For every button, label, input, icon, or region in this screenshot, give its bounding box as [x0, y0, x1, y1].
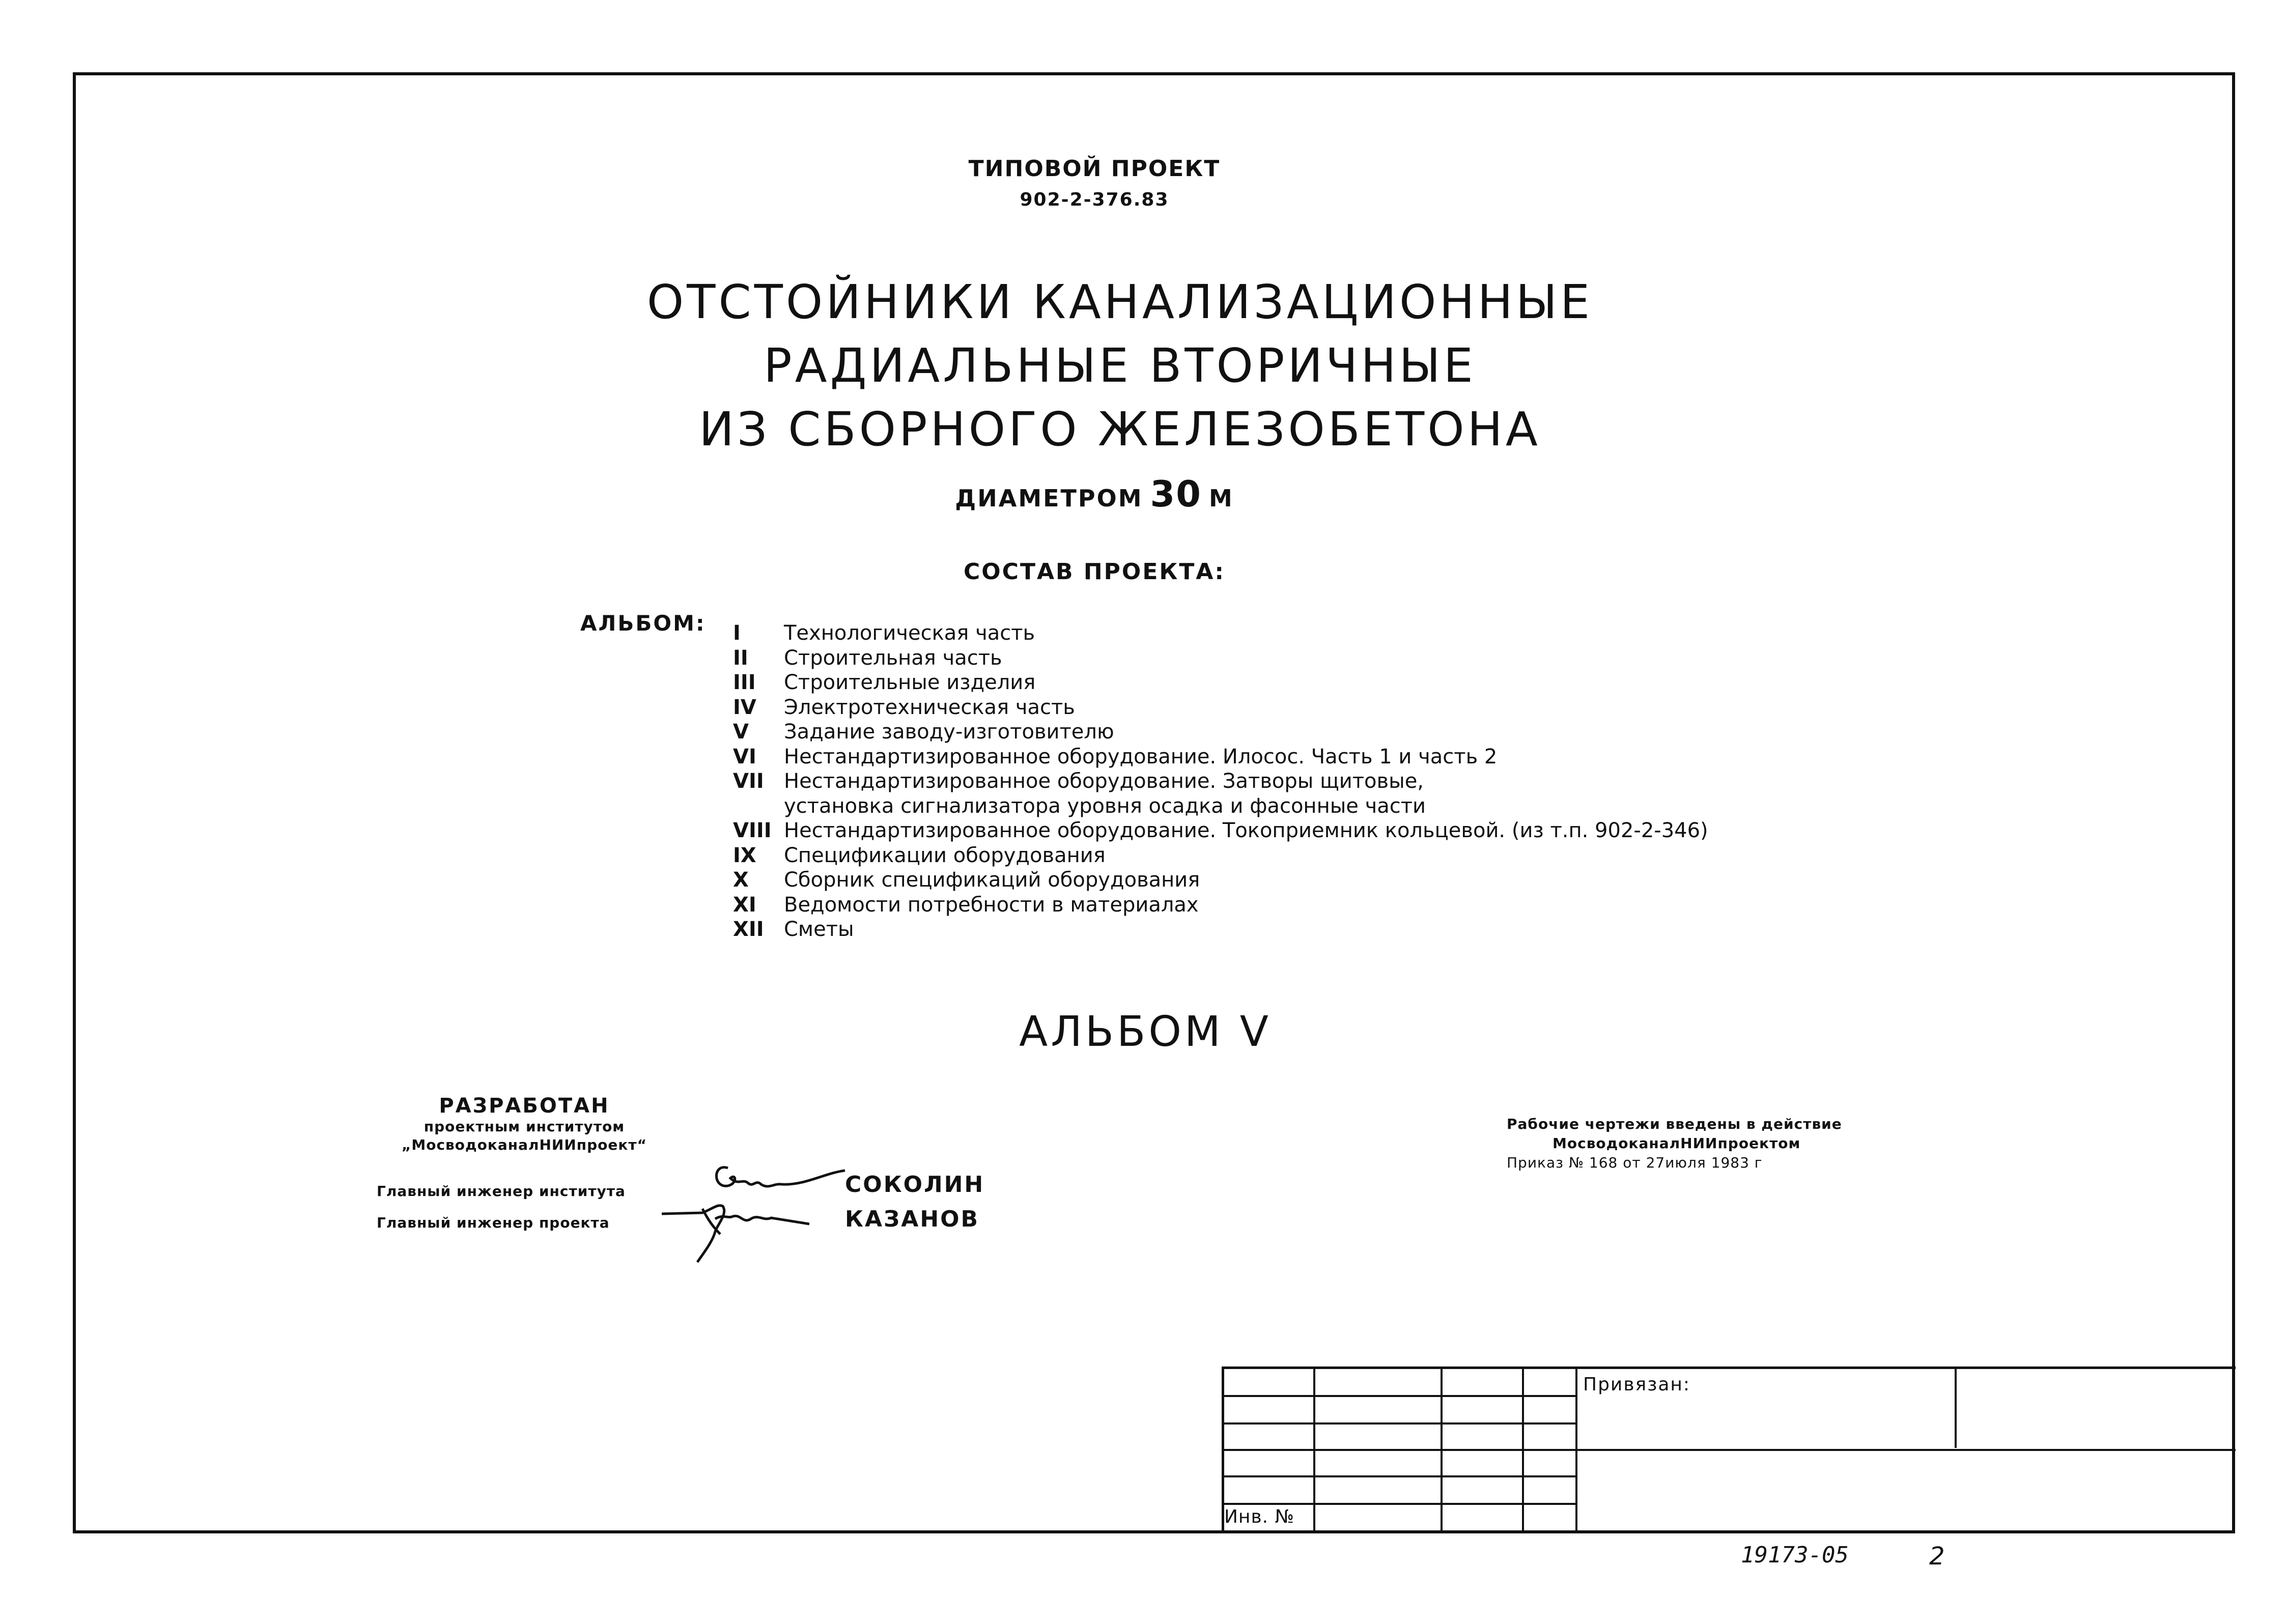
album-title: Сборник спецификаций оборудования [784, 868, 1200, 892]
album-number: II [733, 646, 748, 670]
album-title: Нестандартизированное оборудование. Илосос. Часть 1 и часть 2 [784, 745, 1498, 768]
diameter-subtitle [662, 473, 1527, 515]
album-number: X [733, 868, 749, 892]
privyazan-label: Привязан: [1583, 1374, 1691, 1395]
album-number: I [733, 621, 741, 645]
album-list-item [733, 646, 1853, 671]
album-list-label: АЛЬБОМ: [580, 611, 706, 636]
order-line-1: Рабочие чертежи введены в действие [1507, 1116, 1842, 1132]
album-number: IX [733, 843, 756, 867]
project-type-label: ТИПОВОЙ ПРОЕКТ [968, 156, 1221, 182]
album-title: Строительная часть [784, 646, 1002, 670]
album-title: Задание заводу-изготовителю [784, 720, 1114, 744]
project-code: 902-2-376.83 [1020, 189, 1169, 210]
album-title: Электротехническая часть [784, 695, 1075, 719]
album-title: Технологическая часть [784, 621, 1035, 645]
signature-sokolin [717, 1167, 845, 1186]
album-list-item [733, 868, 1853, 893]
album-list-item [733, 745, 1853, 770]
album-number [733, 794, 784, 819]
order-line-2: МосводоканалНИИпроектом [1553, 1135, 1801, 1152]
developed-by-institute: „МосводоканалНИИпроект“ [401, 1136, 647, 1153]
title-line-3: ИЗ СБОРНОГО ЖЕЛЕЗОБЕТОНА [699, 402, 1541, 457]
album-title: Ведомости потребности в материалах [784, 893, 1199, 917]
album-number: VIII [733, 819, 772, 842]
album-number: IV [733, 695, 756, 719]
album-list [733, 621, 1853, 942]
composition-heading: СОСТАВ ПРОЕКТА: [963, 559, 1226, 585]
developed-block [372, 1094, 677, 1154]
album-list-item [733, 769, 1853, 794]
album-title: установка сигнализатора уровня осадка и фасонные части [784, 794, 1426, 818]
sheet-number: 2 [1929, 1542, 1945, 1571]
album-number: V [733, 720, 749, 744]
document-code: 19173-05 [1741, 1542, 1849, 1568]
album-title: Нестандартизированное оборудование. Токоприемник кольцевой. (из т.п. 902-2-346) [784, 819, 1708, 842]
inventory-number-label: Инв. № [1224, 1506, 1295, 1527]
album-list-item [733, 818, 1853, 843]
album-number: III [733, 671, 756, 694]
album-list-item [733, 621, 1853, 646]
album-title: Нестандартизированное оборудование. Затворы щитовые, [784, 770, 1424, 793]
album-title: Строительные изделия [784, 671, 1036, 694]
title-line-2: РАДИАЛЬНЫЕ ВТОРИЧНЫЕ [764, 338, 1476, 393]
album-list-item [733, 720, 1853, 745]
chief-engineer-project-name: КАЗАНОВ [845, 1206, 980, 1232]
album-list-item [733, 670, 1853, 695]
developed-by-line-1: проектным институтом [424, 1118, 625, 1135]
title-block-stamp [1222, 1366, 2236, 1533]
signature-kazanov [662, 1206, 809, 1262]
album-title: Спецификации оборудования [784, 843, 1106, 867]
album-number: VI [733, 745, 756, 768]
chief-engineer-project-role: Главный инженер проекта [377, 1214, 610, 1231]
album-title: Сметы [784, 918, 854, 941]
diameter-value: 30 [1150, 473, 1202, 515]
album-list-item [733, 794, 1853, 819]
diameter-unit: М [1208, 485, 1234, 512]
album-list-item [733, 893, 1853, 918]
album-number: VII [733, 770, 764, 793]
signatures-graphic [641, 1148, 855, 1270]
album-list-item [733, 695, 1853, 720]
current-album-title: АЛЬБОМ V [1019, 1008, 1272, 1056]
album-number: XI [733, 893, 756, 917]
order-block [1507, 1115, 1924, 1173]
diameter-label: ДИАМЕТРОМ [955, 485, 1143, 512]
developed-heading: РАЗРАБОТАН [439, 1094, 610, 1118]
title-line-1: ОТСТОЙНИКИ КАНАЛИЗАЦИОННЫЕ [646, 275, 1593, 329]
album-list-item [733, 917, 1853, 942]
order-line-3: Приказ № 168 от 27июля 1983 г [1507, 1154, 1763, 1171]
chief-engineer-institute-role: Главный инженер института [377, 1183, 626, 1200]
album-number: XII [733, 918, 764, 941]
album-list-item [733, 843, 1853, 868]
chief-engineer-institute-name: СОКОЛИН [845, 1172, 985, 1198]
